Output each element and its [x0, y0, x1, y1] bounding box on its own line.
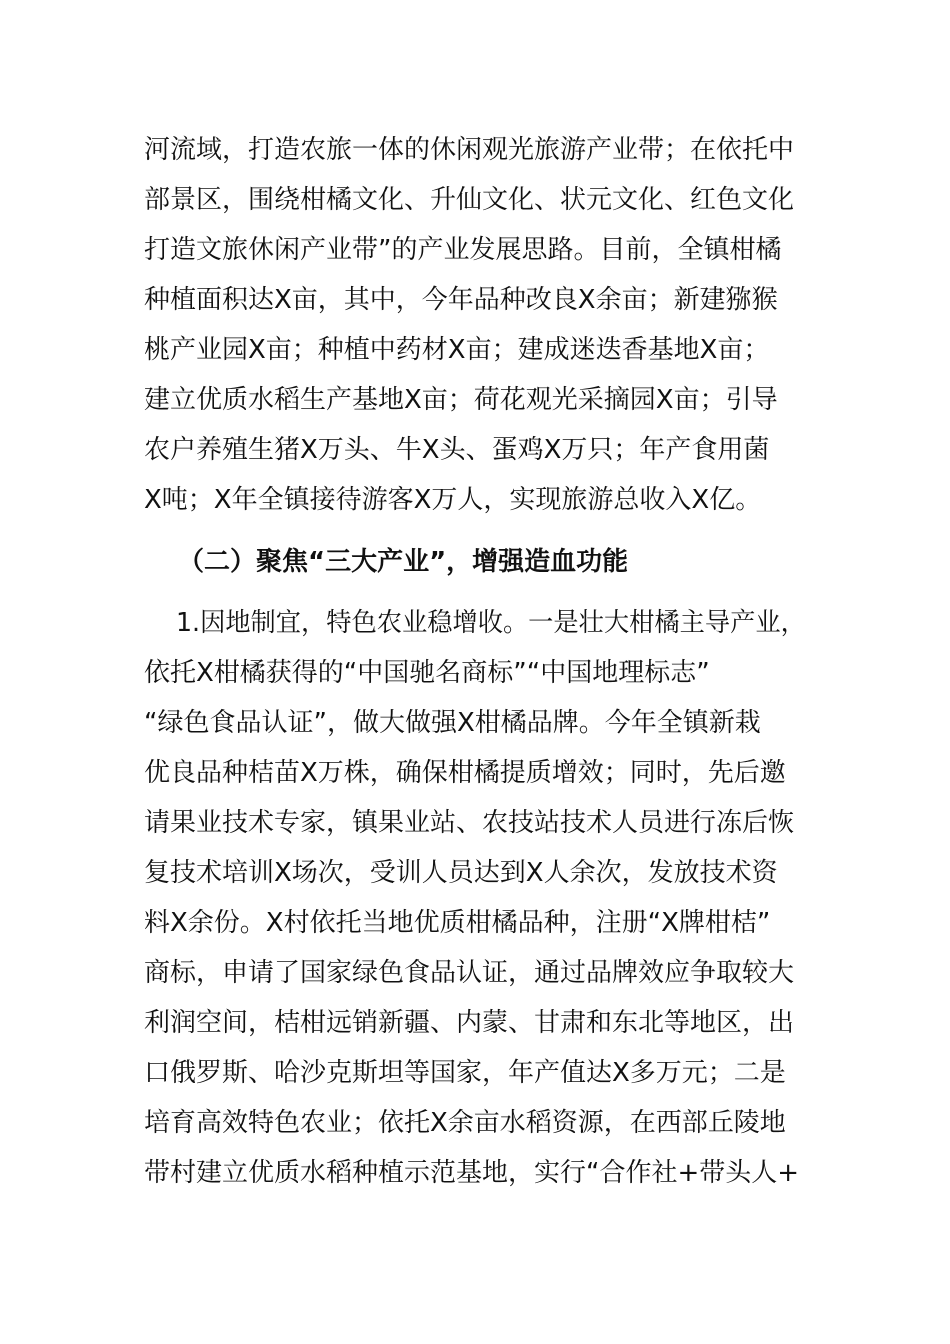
paragraph-line: 部景区，围绕柑橘文化、升仙文化、状元文化、红色文化: [144, 185, 795, 215]
paragraph-line: 建立优质水稻生产基地X亩；荷花观光采摘园X亩；引导: [144, 385, 778, 415]
paragraph-line: 种植面积达X亩，其中，今年品种改良X余亩；新建猕猴: [144, 285, 778, 315]
paragraph-line: 请果业技术专家，镇果业站、农技站技术人员进行冻后恢: [144, 808, 795, 838]
paragraph-line: 优良品种桔苗X万株，确保柑橘提质增效；同时，先后邀: [144, 758, 786, 788]
paragraph-line: 复技术培训X场次，受训人员达到X人余次，发放技术资: [144, 858, 778, 888]
paragraph-line: 料X余份。X村依托当地优质柑橘品种，注册“X牌柑桔”: [144, 908, 771, 938]
paragraph-line: 商标，申请了国家绿色食品认证，通过品牌效应争取较大: [144, 958, 795, 988]
paragraph-line: 带村建立优质水稻种植示范基地，实行“合作社+带头人+: [144, 1158, 800, 1188]
paragraph-line: X吨；X年全镇接待游客X万人，实现旅游总收入X亿。: [144, 485, 762, 515]
paragraph-line: 农户养殖生猪X万头、牛X头、蛋鸡X万只；年产食用菌: [144, 435, 770, 465]
paragraph-line: 培育高效特色农业；依托X余亩水稻资源，在西部丘陵地: [144, 1108, 786, 1138]
paragraph-line: 河流域，打造农旅一体的休闲观光旅游产业带；在依托中: [144, 135, 795, 165]
paragraph-line: 依托X柑橘获得的“中国驰名商标”“中国地理标志”: [144, 658, 710, 688]
paragraph-line: 口俄罗斯、哈沙克斯坦等国家，年产值达X多万元；二是: [144, 1058, 786, 1088]
paragraph-line: 桃产业园X亩；种植中药材X亩；建成迷迭香基地X亩；: [144, 335, 770, 365]
paragraph-line: 打造文旅休闲产业带”的产业发展思路。目前，全镇柑橘: [144, 235, 782, 265]
section-heading: （二）聚焦“三大产业”，增强造血功能: [178, 547, 629, 577]
paragraph-line: “绿色食品认证”，做大做强X柑橘品牌。今年全镇新栽: [144, 708, 761, 738]
paragraph-line: 1.因地制宜，特色农业稳增收。一是壮大柑橘主导产业，: [176, 608, 806, 638]
paragraph-line: 利润空间，桔柑远销新疆、内蒙、甘肃和东北等地区，出: [144, 1008, 795, 1038]
